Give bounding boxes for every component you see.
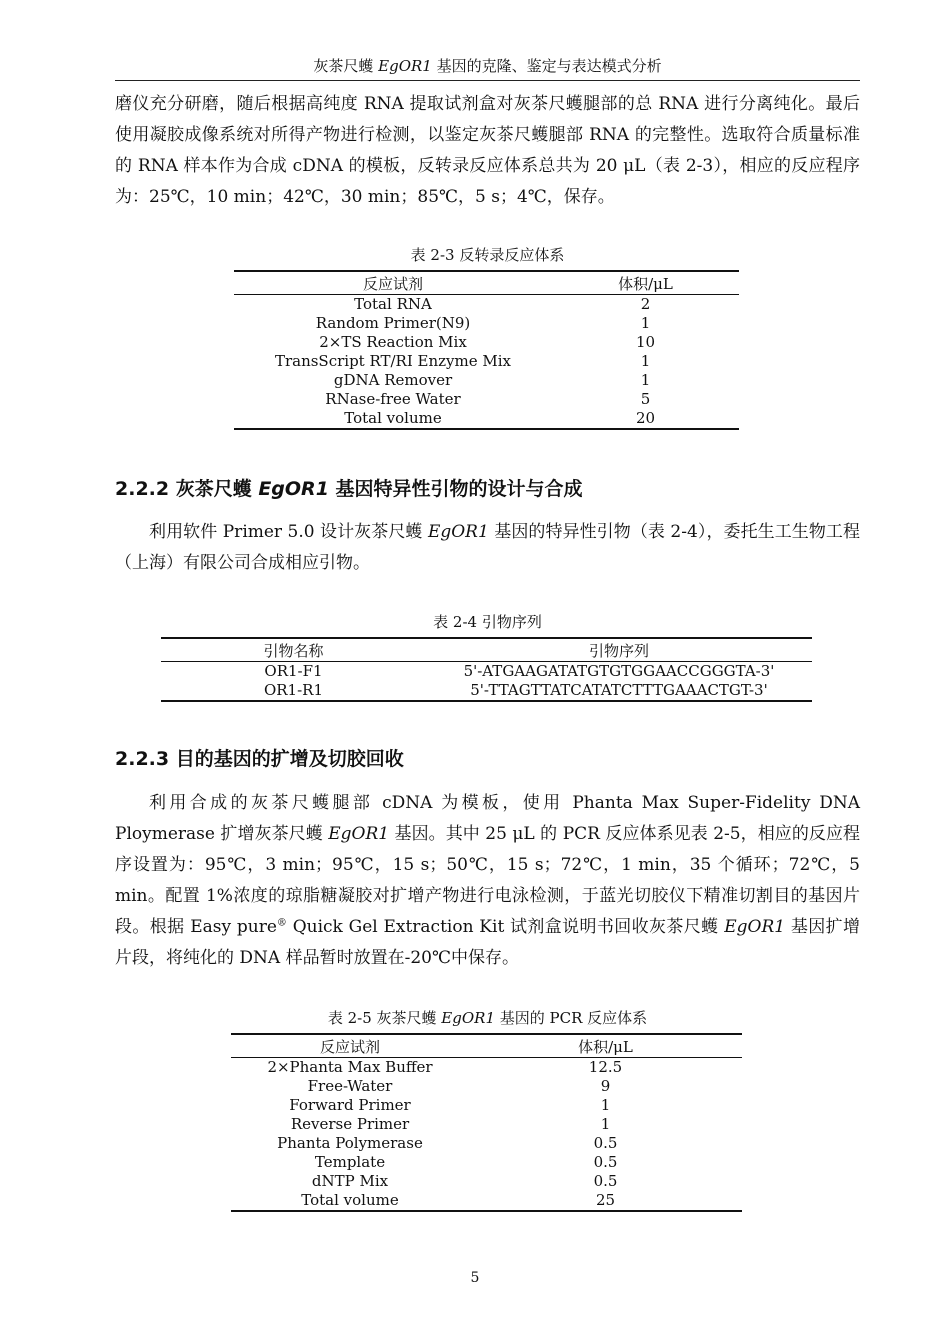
table-row xyxy=(231,1077,742,1096)
table-2-4 xyxy=(161,637,812,702)
table-cell: Template xyxy=(314,1153,386,1171)
table-cell: 20 xyxy=(552,409,739,429)
table-2-4-caption: 表 2-4 引物序列 xyxy=(433,613,542,631)
table-header-row xyxy=(234,271,739,295)
table-cell: Forward Primer xyxy=(289,1096,411,1114)
table-cell: 5'-ATGAAGATATGTGTGGAACCGGGTA-3' xyxy=(463,662,775,680)
table-cell: 2 xyxy=(640,295,651,313)
table-row xyxy=(231,1058,742,1078)
table-row xyxy=(231,1096,742,1115)
header-gene: EgOR1 xyxy=(378,57,432,75)
table-cell: 10 xyxy=(635,333,656,351)
table-cell: Total volume xyxy=(234,409,552,429)
paragraph-pcr-amplification: 利用合成的灰茶尺蠖腿部 cDNA 为模板，使用 Phanta Max Super-Fidelity DNA Ploymerase 扩增灰茶尺蠖 EgOR1 基因。其中 25 μL 的 PCR 反应体系见表 2-5，相应的反应程序设置为：95℃，3 min；95℃，15 s；50℃，15 s；72℃，1 min，35 个循环；72℃，5 min。配置 1%浓度的琼脂糖凝胶对扩增产物进行电泳检测，于蓝光切胶仪下精准切割目的基因片段。根据 Easy pure® Quick Gel Extraction Kit 试剂盒说明书回收灰茶尺蠖 EgOR1 基因扩增片段，将纯化的 DNA 样品暂时放置在-20℃中保存。 xyxy=(115,793,861,968)
table-cell: Total RNA xyxy=(354,295,432,313)
running-header xyxy=(115,55,860,76)
table-header-cell: 反应试剂 xyxy=(231,1034,469,1058)
table-cell: Random Primer(N9) xyxy=(315,314,471,332)
header-rule xyxy=(115,80,860,81)
table-row xyxy=(234,333,739,352)
page-number: 5 xyxy=(470,1270,480,1286)
table-row xyxy=(231,1191,742,1211)
table-cell: 0.5 xyxy=(593,1153,618,1171)
paragraph-primer-design: 利用软件 Primer 5.0 设计灰茶尺蠖 EgOR1 基因的特异性引物（表 2-4），委托生工生物工程（上海）有限公司合成相应引物。 xyxy=(115,522,860,573)
table-row xyxy=(161,681,812,701)
table-row xyxy=(231,1172,742,1191)
table-header-row xyxy=(161,638,812,662)
table-header-cell: 体积/μL xyxy=(552,271,739,295)
table-cell: OR1-F1 xyxy=(264,662,323,680)
table-cell: Phanta Polymerase xyxy=(277,1134,423,1152)
table-row xyxy=(231,1153,742,1172)
table-2-5 xyxy=(231,1033,742,1212)
table-cell: 2×TS Reaction Mix xyxy=(319,333,467,351)
header-text-suffix: 基因的克隆、鉴定与表达模式分析 xyxy=(431,57,662,75)
table-cell: 0.5 xyxy=(593,1172,618,1190)
table-cell: 0.5 xyxy=(593,1134,618,1152)
table-row xyxy=(234,295,739,315)
table-cell: 25 xyxy=(469,1191,742,1211)
table-cell: TransScript RT/RI Enzyme Mix xyxy=(274,352,512,370)
table-row xyxy=(234,409,739,429)
table-cell: 1 xyxy=(600,1096,611,1114)
table-header-cell: 引物序列 xyxy=(426,638,812,662)
table-row xyxy=(234,352,739,371)
table-cell: 1 xyxy=(640,371,651,389)
table-row xyxy=(161,662,812,682)
table-cell: gDNA Remover xyxy=(333,371,453,389)
table-2-5-caption: 表 2-5 灰茶尺蠖 EgOR1 基因的 PCR 反应体系 xyxy=(327,1009,648,1027)
table-cell: 1 xyxy=(640,352,651,370)
table-header-cell: 引物名称 xyxy=(161,638,426,662)
table-cell: 1 xyxy=(640,314,651,332)
section-heading-2-2-3: 2.2.3 目的基因的扩增及切胶回收 xyxy=(115,748,404,770)
table-cell: Free-Water xyxy=(307,1077,393,1095)
table-cell: Total volume xyxy=(231,1191,469,1211)
table-header-cell: 体积/μL xyxy=(469,1034,742,1058)
table-cell: 12.5 xyxy=(588,1058,623,1076)
table-cell: Reverse Primer xyxy=(290,1115,410,1133)
table-cell: RNase-free Water xyxy=(325,390,461,408)
table-cell: 5 xyxy=(640,390,651,408)
table-header-row xyxy=(231,1034,742,1058)
table-cell: OR1-R1 xyxy=(161,681,426,701)
table-row xyxy=(234,314,739,333)
table-cell: 1 xyxy=(600,1115,611,1133)
section-heading-2-2-2: 2.2.2 灰茶尺蠖 EgOR1 基因特异性引物的设计与合成 xyxy=(115,478,583,500)
table-cell: dNTP Mix xyxy=(311,1172,389,1190)
header-text: 灰茶尺蠖 xyxy=(313,57,379,75)
table-row xyxy=(231,1134,742,1153)
table-header-cell: 反应试剂 xyxy=(234,271,552,295)
table-cell: 5'-TTAGTTATCATATCTTTGAAACTGT-3' xyxy=(426,681,812,701)
table-2-3-caption: 表 2-3 反转录反应体系 xyxy=(410,246,565,264)
table-row xyxy=(234,371,739,390)
table-2-3 xyxy=(234,270,739,430)
table-row xyxy=(234,390,739,409)
table-row xyxy=(231,1115,742,1134)
paragraph-rna-extraction: 磨仪充分研磨，随后根据高纯度 RNA 提取试剂盒对灰茶尺蠖腿部的总 RNA 进行分离纯化。最后使用凝胶成像系统对所得产物进行检测，以鉴定灰茶尺蠖腿部 RNA 的完整性。选取符合质量标准的 RNA 样本作为合成 cDNA 的模板，反转录反应体系总共为 20 μL（表 2-3），相应的反应程序为：25℃，10 min；42℃，30 min；85℃，5 s；4℃，保存。 xyxy=(115,94,860,207)
table-cell: 9 xyxy=(600,1077,611,1095)
table-cell: 2×Phanta Max Buffer xyxy=(267,1058,433,1076)
